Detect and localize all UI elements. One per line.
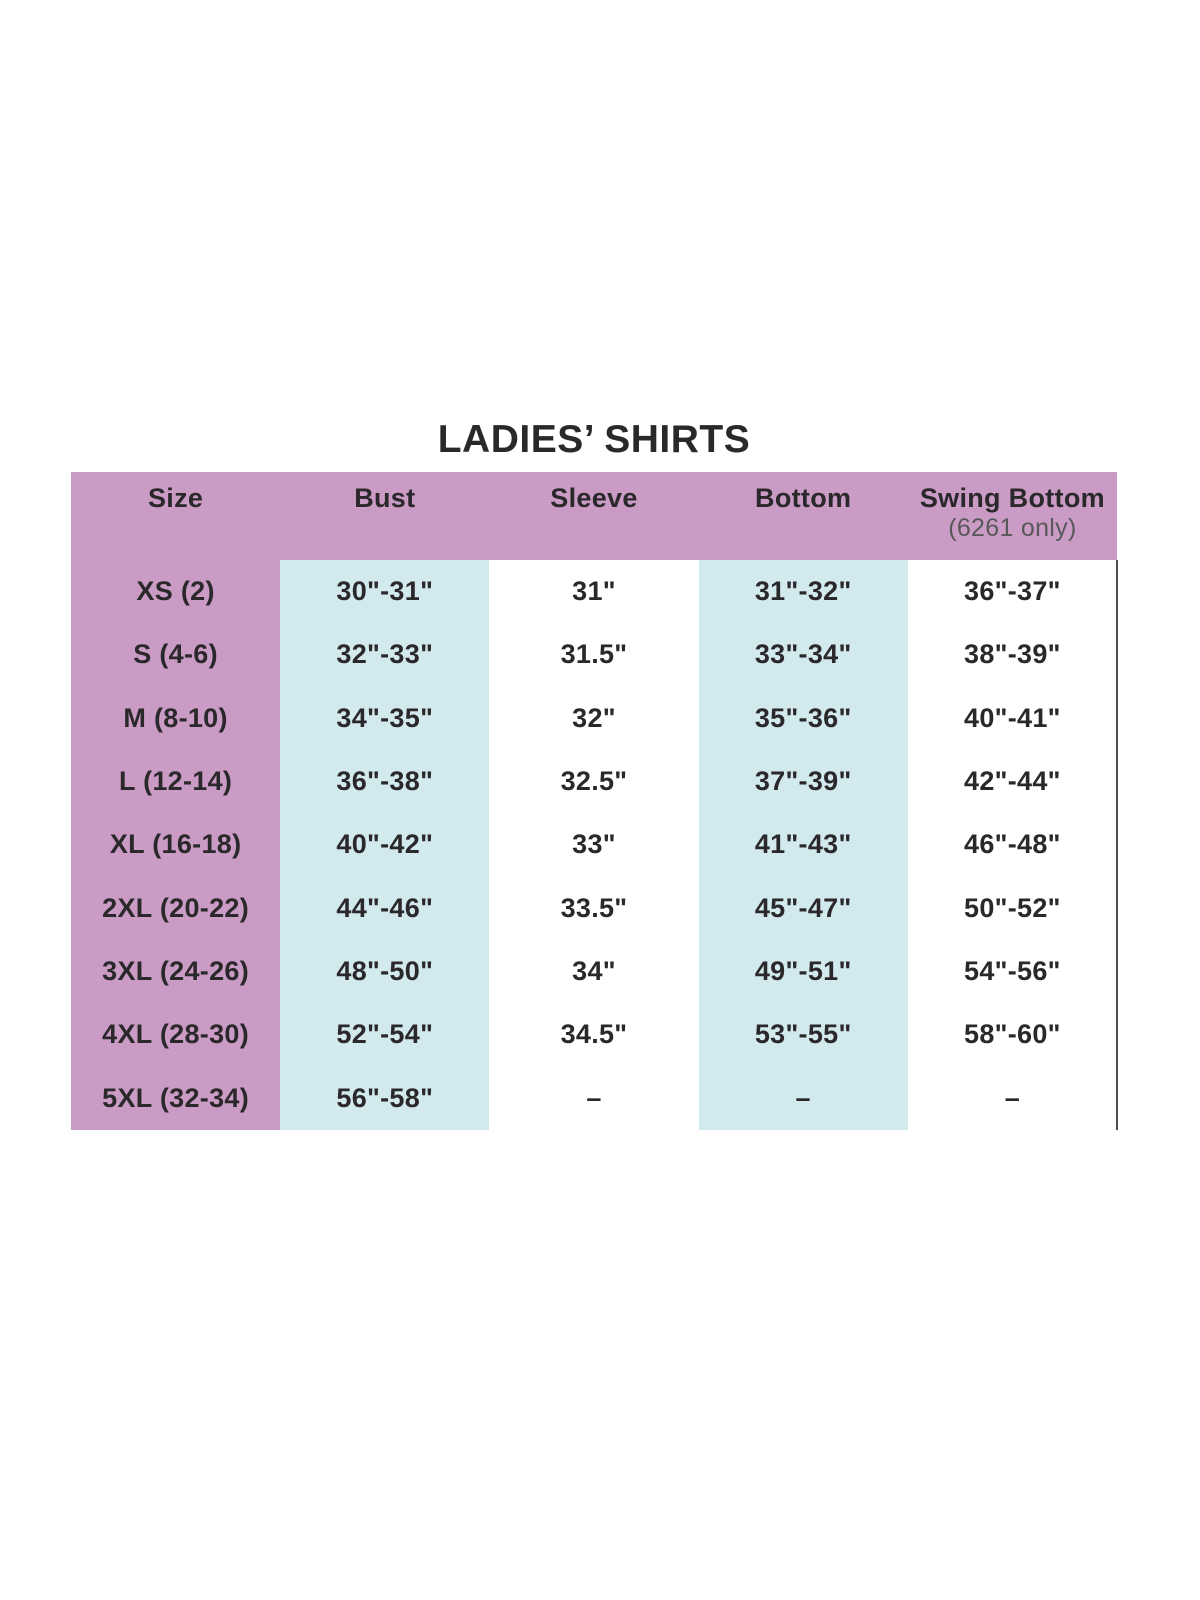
size-cell: 5XL (32-34) bbox=[71, 1066, 280, 1129]
table-right-border bbox=[1116, 560, 1118, 1130]
bust-cell: 44"-46" bbox=[280, 876, 489, 939]
bust-cell: 48"-50" bbox=[280, 940, 489, 1003]
bottom-cell: 35"-36" bbox=[699, 687, 908, 750]
header-size bbox=[71, 472, 280, 560]
header-bust bbox=[280, 472, 489, 560]
bottom-cell: 41"-43" bbox=[699, 813, 908, 876]
size-cell: 2XL (20-22) bbox=[71, 876, 280, 939]
sleeve-cell: – bbox=[586, 1082, 602, 1113]
sleeve-cell: 32" bbox=[572, 702, 616, 733]
table-header-row bbox=[71, 472, 1117, 560]
swing-bottom-cell: 46"-48" bbox=[964, 829, 1061, 860]
page-title: LADIES’ SHIRTS bbox=[437, 418, 751, 461]
table-body bbox=[71, 560, 1117, 1130]
size-cell: S (4-6) bbox=[71, 623, 280, 686]
sleeve-cell: 34" bbox=[572, 955, 616, 986]
bottom-cell: 53"-55" bbox=[699, 1003, 908, 1066]
bust-cell: 32"-33" bbox=[280, 623, 489, 686]
swing-bottom-cell: 36"-37" bbox=[964, 576, 1061, 607]
size-chart-table bbox=[71, 472, 1117, 1130]
bust-cell: 30"-31" bbox=[280, 560, 489, 623]
header-bottom bbox=[699, 472, 908, 560]
swing-bottom-cell: – bbox=[1004, 1082, 1021, 1113]
size-cell: XS (2) bbox=[71, 560, 280, 623]
sleeve-cell: 31.5" bbox=[560, 639, 628, 670]
sleeve-cell: 31" bbox=[572, 576, 616, 607]
header-swing-bottom bbox=[908, 472, 1117, 560]
swing-bottom-cell: 42"-44" bbox=[964, 766, 1061, 797]
header-bust-label: Bust bbox=[354, 483, 416, 513]
bottom-cell: 49"-51" bbox=[699, 940, 908, 1003]
bottom-cell: – bbox=[699, 1066, 908, 1129]
header-sleeve-label: Sleeve bbox=[550, 483, 638, 513]
swing-bottom-cell: 54"-56" bbox=[964, 955, 1061, 986]
bottom-cell: 33"-34" bbox=[699, 623, 908, 686]
sleeve-cell: 32.5" bbox=[560, 766, 628, 797]
header-bottom-label: Bottom bbox=[755, 483, 852, 513]
sleeve-cell: 33" bbox=[572, 829, 616, 860]
swing-bottom-cell: 58"-60" bbox=[964, 1019, 1061, 1050]
size-cell: M (8-10) bbox=[71, 687, 280, 750]
bust-cell: 34"-35" bbox=[280, 687, 489, 750]
bust-cell: 36"-38" bbox=[280, 750, 489, 813]
sleeve-cell: 34.5" bbox=[560, 1019, 628, 1050]
sleeve-cell: 33.5" bbox=[560, 892, 628, 923]
header-swing-bottom-label: Swing Bottom bbox=[919, 483, 1105, 513]
swing-bottom-cell: 40"-41" bbox=[964, 702, 1061, 733]
header-sleeve bbox=[489, 472, 698, 560]
bottom-cell: 45"-47" bbox=[699, 876, 908, 939]
bust-cell: 40"-42" bbox=[280, 813, 489, 876]
size-cell: 3XL (24-26) bbox=[71, 940, 280, 1003]
header-swing-bottom-note: (6261 only) bbox=[948, 514, 1077, 542]
swing-bottom-cell: 38"-39" bbox=[964, 639, 1061, 670]
header-size-label: Size bbox=[147, 483, 204, 513]
bottom-cell: 31"-32" bbox=[699, 560, 908, 623]
size-cell: L (12-14) bbox=[71, 750, 280, 813]
size-cell: XL (16-18) bbox=[71, 813, 280, 876]
bottom-cell: 37"-39" bbox=[699, 750, 908, 813]
bust-cell: 56"-58" bbox=[280, 1066, 489, 1129]
bust-cell: 52"-54" bbox=[280, 1003, 489, 1066]
swing-bottom-cell: 50"-52" bbox=[964, 892, 1061, 923]
size-cell: 4XL (28-30) bbox=[71, 1003, 280, 1066]
